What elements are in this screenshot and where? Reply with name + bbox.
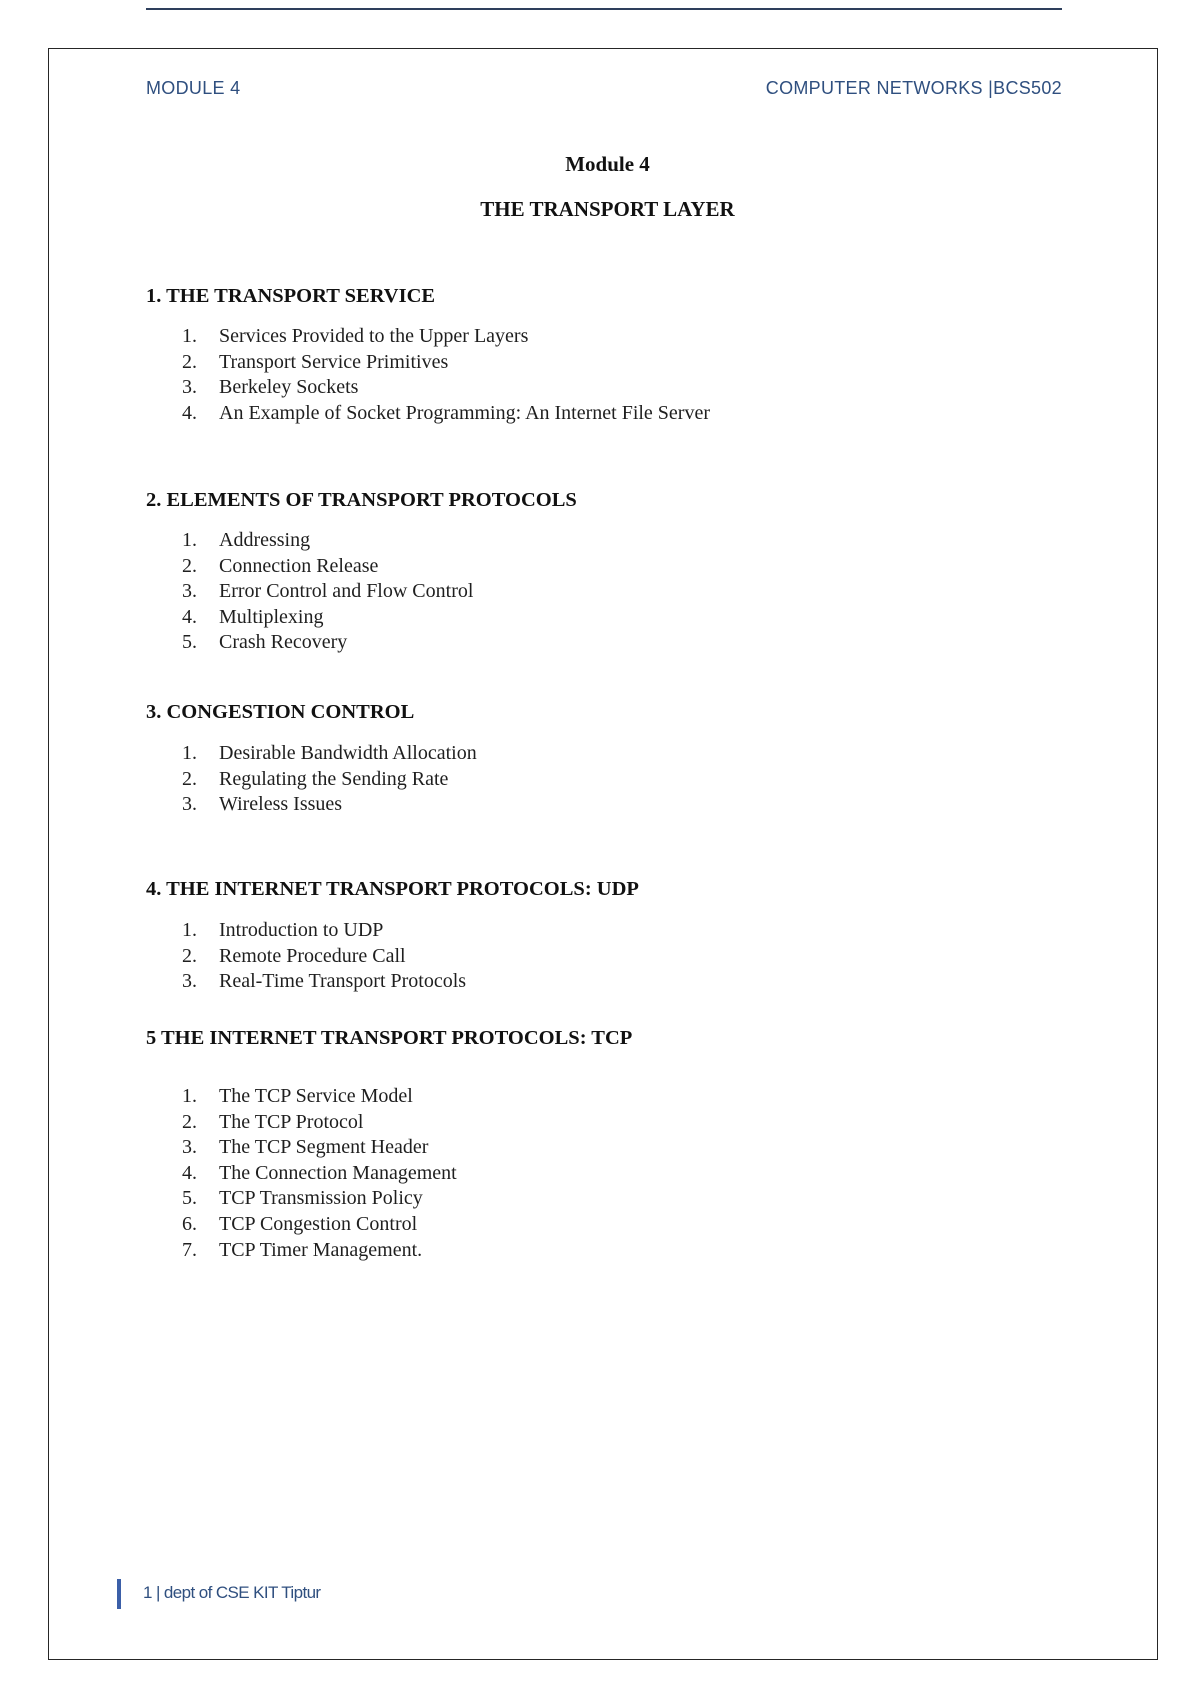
section-heading: 2. ELEMENTS OF TRANSPORT PROTOCOLS xyxy=(146,489,577,511)
list-text: TCP Congestion Control xyxy=(219,1212,418,1235)
list-text: TCP Timer Management. xyxy=(219,1238,423,1261)
list-number: 3. xyxy=(182,580,197,603)
list-number: 3. xyxy=(182,376,197,399)
list-text: Connection Release xyxy=(219,554,379,577)
list-text: The TCP Service Model xyxy=(219,1085,413,1107)
list-text: Transport Service Primitives xyxy=(219,350,449,373)
list-text: Wireless Issues xyxy=(219,793,343,816)
list-number: 7. xyxy=(182,1238,197,1261)
list-number: 1. xyxy=(182,325,197,347)
list-number: 2. xyxy=(182,944,197,967)
header-module: MODULE 4 xyxy=(146,78,241,98)
list-text: Crash Recovery xyxy=(219,631,348,654)
header-course: COMPUTER NETWORKS |BCS502 xyxy=(765,78,1062,98)
list-number: 2. xyxy=(182,1110,197,1133)
list-number: 4. xyxy=(182,1161,197,1184)
list-number: 5. xyxy=(182,1187,197,1210)
module-title: Module 4 xyxy=(565,152,650,176)
list-text: Services Provided to the Upper Layers xyxy=(219,325,529,347)
section-heading: 4. THE INTERNET TRANSPORT PROTOCOLS: UDP xyxy=(146,878,639,900)
list-number: 1. xyxy=(182,919,197,941)
list-number: 3. xyxy=(182,970,197,993)
list-text: The TCP Segment Header xyxy=(219,1136,429,1159)
list-text: Error Control and Flow Control xyxy=(219,580,474,603)
list-number: 3. xyxy=(182,1136,197,1159)
list-number: 1. xyxy=(182,1085,197,1107)
list-number: 1. xyxy=(182,742,197,764)
list-number: 4. xyxy=(182,605,197,628)
list-number: 3. xyxy=(182,793,197,816)
list-text: Regulating the Sending Rate xyxy=(219,767,449,790)
list-number: 6. xyxy=(182,1212,197,1235)
list-text: Addressing xyxy=(219,529,311,551)
list-text: Desirable Bandwidth Allocation xyxy=(219,742,477,764)
list-number: 5. xyxy=(182,631,197,654)
footer-page-info: 1 | dept of CSE KIT Tiptur xyxy=(143,1583,321,1602)
list-number: 4. xyxy=(182,401,197,424)
section-heading: 1. THE TRANSPORT SERVICE xyxy=(146,285,436,307)
list-text: The TCP Protocol xyxy=(219,1110,364,1133)
section-heading: 3. CONGESTION CONTROL xyxy=(146,701,415,723)
list-number: 1. xyxy=(182,529,197,551)
section-heading: 5 THE INTERNET TRANSPORT PROTOCOLS: TCP xyxy=(146,1027,633,1049)
list-number: 2. xyxy=(182,350,197,373)
list-text: An Example of Socket Programming: An Internet File Server xyxy=(219,401,711,424)
list-number: 2. xyxy=(182,767,197,790)
list-text: Multiplexing xyxy=(219,605,324,628)
top-rule xyxy=(146,8,1062,10)
list-text: TCP Transmission Policy xyxy=(219,1187,423,1210)
list-text: The Connection Management xyxy=(219,1161,457,1184)
chapter-title: THE TRANSPORT LAYER xyxy=(480,197,735,221)
list-text: Real-Time Transport Protocols xyxy=(219,970,467,993)
list-text: Berkeley Sockets xyxy=(219,376,359,399)
list-text: Introduction to UDP xyxy=(219,919,384,941)
footer-accent-bar xyxy=(117,1579,121,1609)
list-number: 2. xyxy=(182,554,197,577)
list-text: Remote Procedure Call xyxy=(219,944,406,967)
